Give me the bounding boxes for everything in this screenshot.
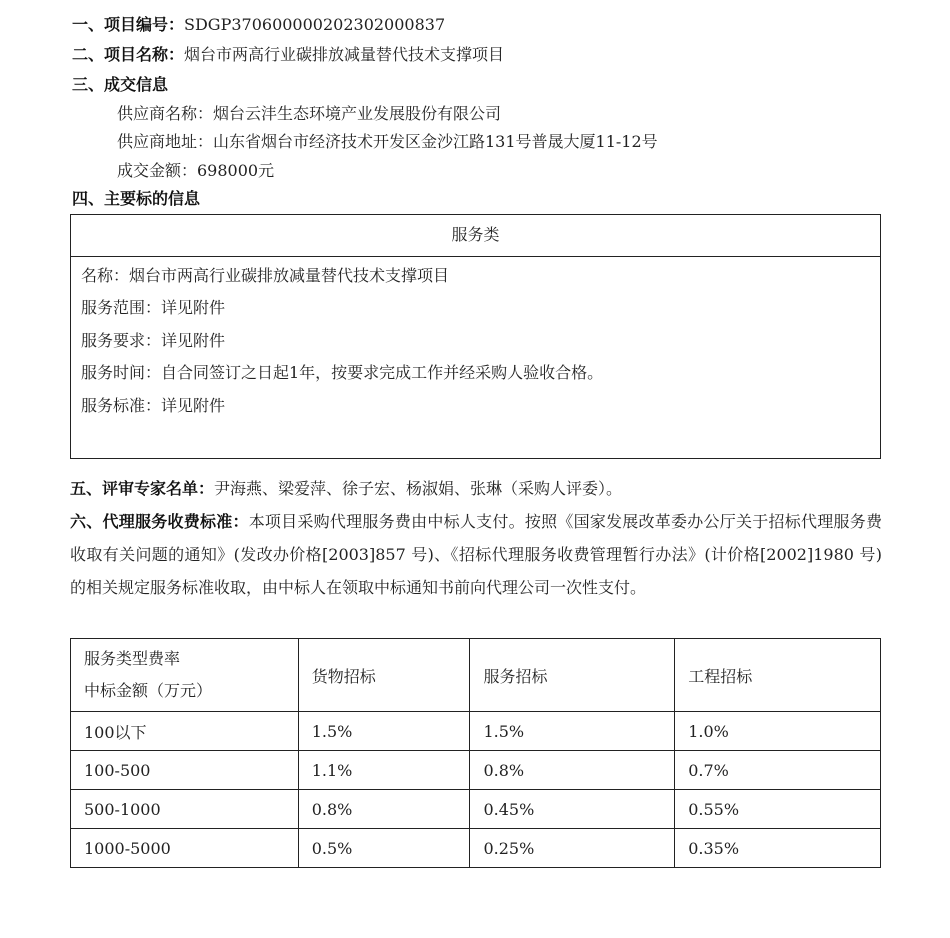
review-experts: [70, 472, 882, 505]
service-standard-line: 服务标准：详见附件: [81, 396, 226, 415]
goods-rate-cell: 1.1%: [298, 751, 470, 790]
table-corner-header: [71, 639, 299, 712]
deal-amount: 成交金额：698000元: [117, 161, 275, 180]
service-requirement-line: 服务要求：详见附件: [81, 331, 226, 350]
goods-rate-cell: 1.5%: [298, 712, 470, 751]
agency-fee-standard: [70, 505, 882, 604]
corner-header-line1: 服务类型费率: [84, 649, 181, 668]
main-subject-heading: 四、主要标的信息: [72, 189, 201, 208]
engineering-rate-cell: 0.55%: [675, 790, 881, 829]
project-number: [72, 14, 445, 36]
engineering-rate-cell: 0.35%: [675, 829, 881, 868]
amount-range-cell: 100-500: [71, 751, 299, 790]
agency-fee-value: 本项目采购代理服务费由中标人支付。按照《国家发展改革委办公厅关于招标代理服务费收取有关问题的通知》(发改办价格[2003]857 号)、《招标代理服务收费管理暂行办法》(计价格[2002]1980 号)的相关规定服务标准收取，由中标人在领取中标通知书前向代理公司一次性支付。: [70, 512, 882, 597]
project-name-label: 二、项目名称：: [72, 45, 185, 64]
main-subject-box: [70, 214, 881, 459]
supplier-name: 供应商名称：烟台云沣生态环境产业发展股份有限公司: [117, 104, 502, 123]
table-row: [71, 790, 881, 829]
amount-range-cell: 1000-5000: [71, 829, 299, 868]
column-header-engineering: 工程招标: [675, 639, 881, 712]
table-header-row: [71, 639, 881, 712]
goods-rate-cell: 0.8%: [298, 790, 470, 829]
table-row: [71, 751, 881, 790]
engineering-rate-cell: 1.0%: [675, 712, 881, 751]
goods-rate-cell: 0.5%: [298, 829, 470, 868]
column-header-service: 服务招标: [470, 639, 675, 712]
supplier-address: 供应商地址：山东省烟台市经济技术开发区金沙江路131号普晟大厦11-12号: [117, 132, 658, 151]
agency-fee-label: 六、代理服务收费标准：: [70, 512, 249, 531]
column-header-goods: 货物招标: [298, 639, 470, 712]
project-number-value: SDGP370600000202302000837: [184, 15, 446, 34]
table-row: [71, 712, 881, 751]
service-category-header: 服务类: [71, 215, 880, 257]
service-rate-cell: 1.5%: [470, 712, 675, 751]
corner-header-line2: 中标金额（万元）: [84, 681, 213, 700]
amount-range-cell: 500-1000: [71, 790, 299, 829]
project-number-label: 一、项目编号：: [72, 15, 185, 34]
table-row: [71, 829, 881, 868]
amount-range-cell: 100以下: [71, 712, 299, 751]
service-time-line: 服务时间：自合同签订之日起1年，按要求完成工作并经采购人验收合格。: [81, 363, 604, 382]
review-experts-label: 五、评审专家名单：: [70, 479, 215, 498]
deal-info-heading: 三、成交信息: [72, 75, 169, 94]
subject-name-line: 名称：烟台市两高行业碳排放减量替代技术支撑项目: [81, 266, 450, 285]
service-rate-cell: 0.45%: [470, 790, 675, 829]
service-rate-cell: 0.8%: [470, 751, 675, 790]
engineering-rate-cell: 0.7%: [675, 751, 881, 790]
fee-rate-table: [70, 638, 881, 868]
review-experts-value: 尹海燕、梁爱萍、徐子宏、杨淑娟、张琳（采购人评委）。: [214, 479, 623, 498]
project-name: [72, 44, 504, 66]
service-scope-line: 服务范围：详见附件: [81, 298, 226, 317]
service-rate-cell: 0.25%: [470, 829, 675, 868]
project-name-value: 烟台市两高行业碳排放减量替代技术支撑项目: [184, 45, 505, 64]
